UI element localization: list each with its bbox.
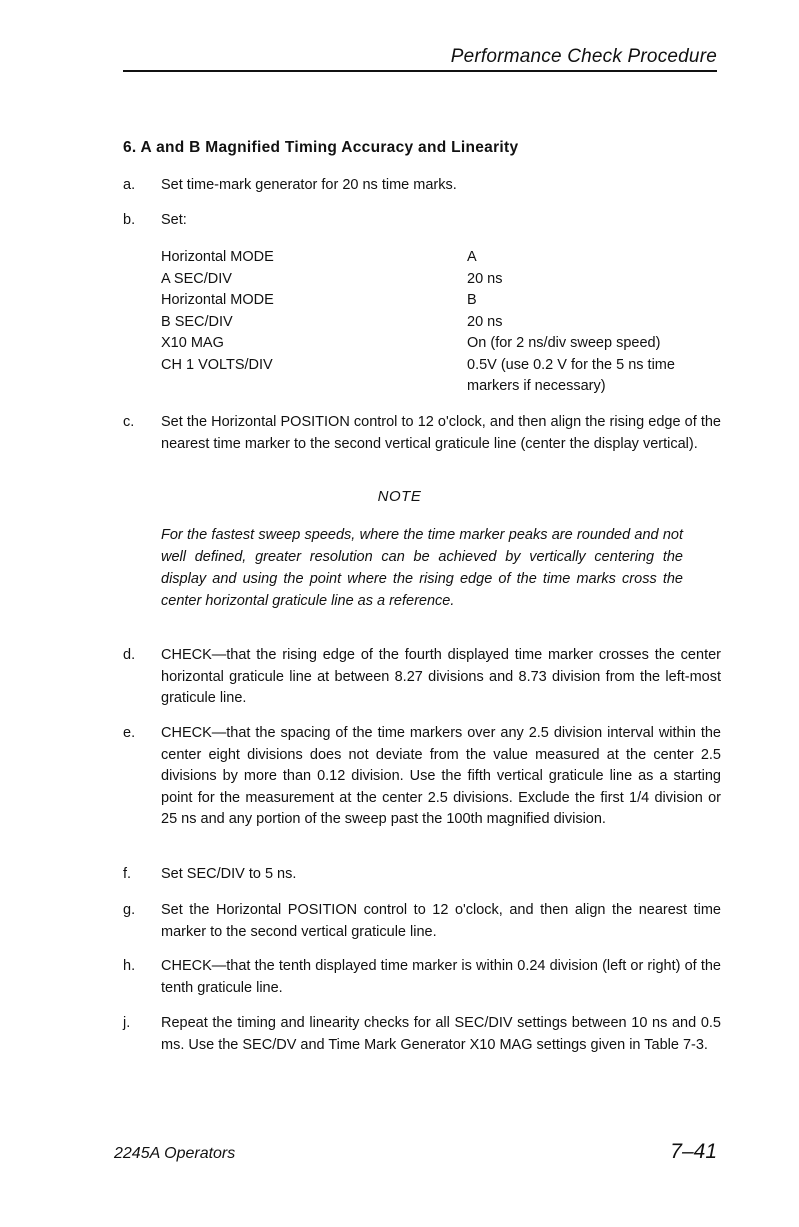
step-text: CHECK—that the tenth displayed time marker is within 0.24 division (left or right) of the tenth graticule line. (161, 958, 721, 996)
settings-row (161, 355, 721, 398)
settings-row (161, 290, 721, 312)
step-c (123, 412, 721, 455)
step-text: CHECK—that the spacing of the time markers over any 2.5 division interval within the center eight divisions does not deviate from the value measured at the center 2.5 divisions by more than 0.12 division. Use the fifth vertical graticule line as a starting point for the measurement at the center 2.5 divisions. Exclude the first 1/4 division or 25 ns and any portion of the sweep past the 100th magnified division. (161, 725, 721, 827)
step-h (123, 956, 721, 999)
step-letter: a. (123, 177, 136, 193)
note-body: For the fastest sweep speeds, where the time marker peaks are rounded and not well defined, greater resolution can be achieved by vertically centering the display and using the point where the rising edge of the time marks cross the center horizontal graticule line as a reference. (161, 527, 683, 609)
header-rule (123, 70, 717, 72)
settings-row (161, 247, 721, 269)
step-e (123, 723, 721, 831)
step-text: Set SEC/DIV to 5 ns. (161, 866, 297, 882)
step-b (123, 210, 721, 232)
step-text: Set the Horizontal POSITION control to 12 o'clock, and then align the nearest time marker to the second vertical graticule line. (161, 902, 721, 940)
step-letter: b. (123, 212, 136, 228)
footer-manual-title: 2245A Operators (114, 1145, 236, 1162)
step-d (123, 645, 721, 710)
setting-label: X10 MAG (161, 335, 224, 351)
step-letter: j. (123, 1015, 131, 1031)
setting-label: Horizontal MODE (161, 249, 274, 265)
setting-label: B SEC/DIV (161, 313, 233, 330)
step-a (123, 175, 721, 197)
settings-row (161, 312, 721, 334)
step-letter: c. (123, 414, 135, 430)
step-f (123, 864, 721, 886)
setting-value: 0.5V (use 0.2 V for the 5 ns time markers if necessary) (467, 356, 675, 394)
step-text: Repeat the timing and linearity checks for all SEC/DIV settings between 10 ns and 0.5 ms. Use the SEC/DV and Time Mark Generator X10 MAG settings given in Table 7-3. (161, 1015, 721, 1053)
step-text: Set time-mark generator for 20 ns time marks. (161, 177, 457, 193)
note-title: NOTE (377, 488, 422, 505)
step-g (123, 900, 721, 943)
settings-row (161, 333, 721, 355)
step-letter: f. (123, 866, 132, 882)
setting-value: B (467, 292, 477, 308)
settings-table (161, 247, 721, 398)
setting-value: On (for 2 ns/div sweep speed) (467, 335, 661, 351)
step-text: Set: (161, 212, 187, 228)
step-j (123, 1013, 721, 1056)
setting-value: 20 ns (467, 313, 503, 330)
running-header: Performance Check Procedure (450, 46, 717, 67)
step-text: Set the Horizontal POSITION control to 12 o'clock, and then align the rising edge of the nearest time marker to the second vertical graticule line (center the display vertical). (161, 414, 721, 452)
setting-value: A (467, 249, 477, 265)
setting-label: CH 1 VOLTS/DIV (161, 356, 273, 373)
setting-value: 20 ns (467, 270, 503, 287)
footer-page-number: 7–41 (670, 1140, 717, 1163)
setting-label: Horizontal MODE (161, 292, 274, 308)
step-text: CHECK—that the rising edge of the fourth displayed time marker crosses the center horizontal graticule line at between 8.27 divisions and 8.73 division from the left-most graticule line. (161, 647, 721, 706)
step-letter: h. (123, 958, 136, 974)
step-letter: e. (123, 725, 136, 741)
settings-row (161, 269, 721, 291)
step-letter: d. (123, 647, 136, 663)
section-title: 6. A and B Magnified Timing Accuracy and Linearity (123, 139, 519, 156)
setting-label: A SEC/DIV (161, 270, 232, 287)
step-letter: g. (123, 902, 136, 918)
